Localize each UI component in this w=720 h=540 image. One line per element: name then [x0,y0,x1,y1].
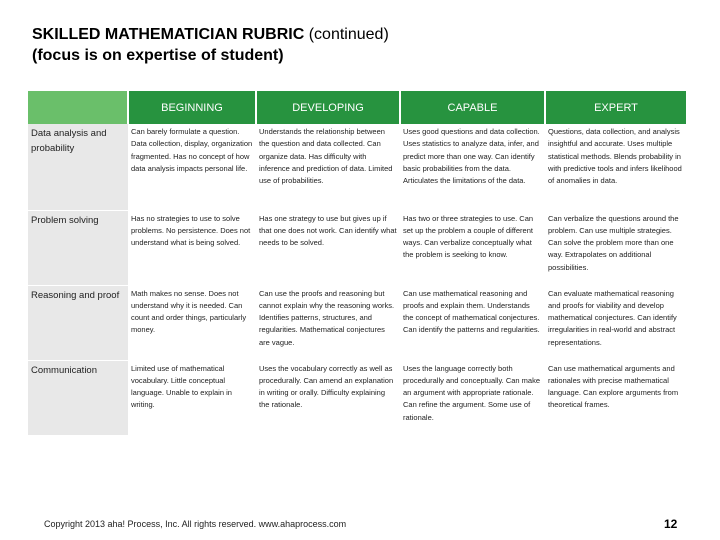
title-line-1 [32,24,389,45]
table-row [28,210,686,285]
header-developing: DEVELOPING [256,91,400,124]
rubric-table [28,91,686,436]
cell-data-analysis-capable: Uses good questions and data collection. Uses statistics to analyze data, infer, and predict more than one way. Can identify basic probabilities from the data. Articulates the limitations of the data. [400,124,545,210]
table-row [28,360,686,435]
cell-communication-expert: Can use mathematical arguments and rationales with precise mathematical language. Can explore arguments from theoretical frames. [545,360,686,435]
table-row [28,285,686,360]
title-bold: SKILLED MATHEMATICIAN RUBRIC [32,26,305,43]
cell-communication-capable: Uses the language correctly both procedurally and conceptually. Can make an argument with appropriate rationale. Can refine the argument. Some use of rationale. [400,360,545,435]
title-subtitle: (focus is on expertise of student) [32,47,284,64]
row-label-problem-solving: Problem solving [28,210,128,285]
page-title [32,24,389,66]
header-beginning: BEGINNING [128,91,256,124]
row-label-reasoning-proof: Reasoning and proof [28,285,128,360]
header-row [28,91,686,124]
cell-problem-solving-developing: Has one strategy to use but gives up if that one does not work. Can identify what needs to be solved. [256,210,400,285]
table-row [28,124,686,210]
copyright-footer: Copyright 2013 aha! Process, Inc. All rights reserved. www.ahaprocess.com [44,519,347,529]
header-expert: EXPERT [545,91,686,124]
page-number: 12 [664,517,678,531]
cell-communication-beginning: Limited use of mathematical vocabulary. Little conceptual language. Unable to explain in writing. [128,360,256,435]
row-label-communication: Communication [28,360,128,435]
header-corner [28,91,128,124]
header-capable: CAPABLE [400,91,545,124]
cell-problem-solving-beginning: Has no strategies to use to solve problems. No persistence. Does not understand what is being solved. [128,210,256,285]
title-line-2 [32,45,389,66]
cell-data-analysis-expert: Questions, data collection, and analysis insightful and accurate. Uses multiple statistical methods. Blends probability in with predictive tools and infers likelihood of anomalies in data. [545,124,686,210]
cell-reasoning-expert: Can evaluate mathematical reasoning and proofs for viability and develop mathematical conjectures. Can identify irregularities in real-world and abstract representations. [545,285,686,360]
cell-reasoning-beginning: Math makes no sense. Does not understand why it is needed. Can count and order things, particularly money. [128,285,256,360]
cell-communication-developing: Uses the vocabulary correctly as well as procedurally. Can amend an explanation in writing or orally. Difficulty explaining the rationale. [256,360,400,435]
cell-reasoning-developing: Can use the proofs and reasoning but cannot explain why the reasoning works. Identifies patterns, structures, and regularities. Mathematical conjectures are vague. [256,285,400,360]
cell-reasoning-capable: Can use mathematical reasoning and proofs and explain them. Understands the concept of mathematical conjectures. Can identify the patterns and regularities. [400,285,545,360]
cell-problem-solving-capable: Has two or three strategies to use. Can set up the problem a couple of different ways. Can verbalize conceptually what the problem is seeking to know. [400,210,545,285]
cell-problem-solving-expert: Can verbalize the questions around the problem. Can use multiple strategies. Can solve the problem more than one way. Extrapolates on additional possibilities. [545,210,686,285]
title-continued: (continued) [304,26,389,43]
row-label-data-analysis: Data analysis and probability [28,124,128,210]
cell-data-analysis-beginning: Can barely formulate a question. Data collection, display, organization fragmented. Has no concept of how data analysis impacts personal life. [128,124,256,210]
cell-data-analysis-developing: Understands the relationship between the question and data collected. Can organize data. Has difficulty with inference and prediction of data. Limited use of probabilities. [256,124,400,210]
